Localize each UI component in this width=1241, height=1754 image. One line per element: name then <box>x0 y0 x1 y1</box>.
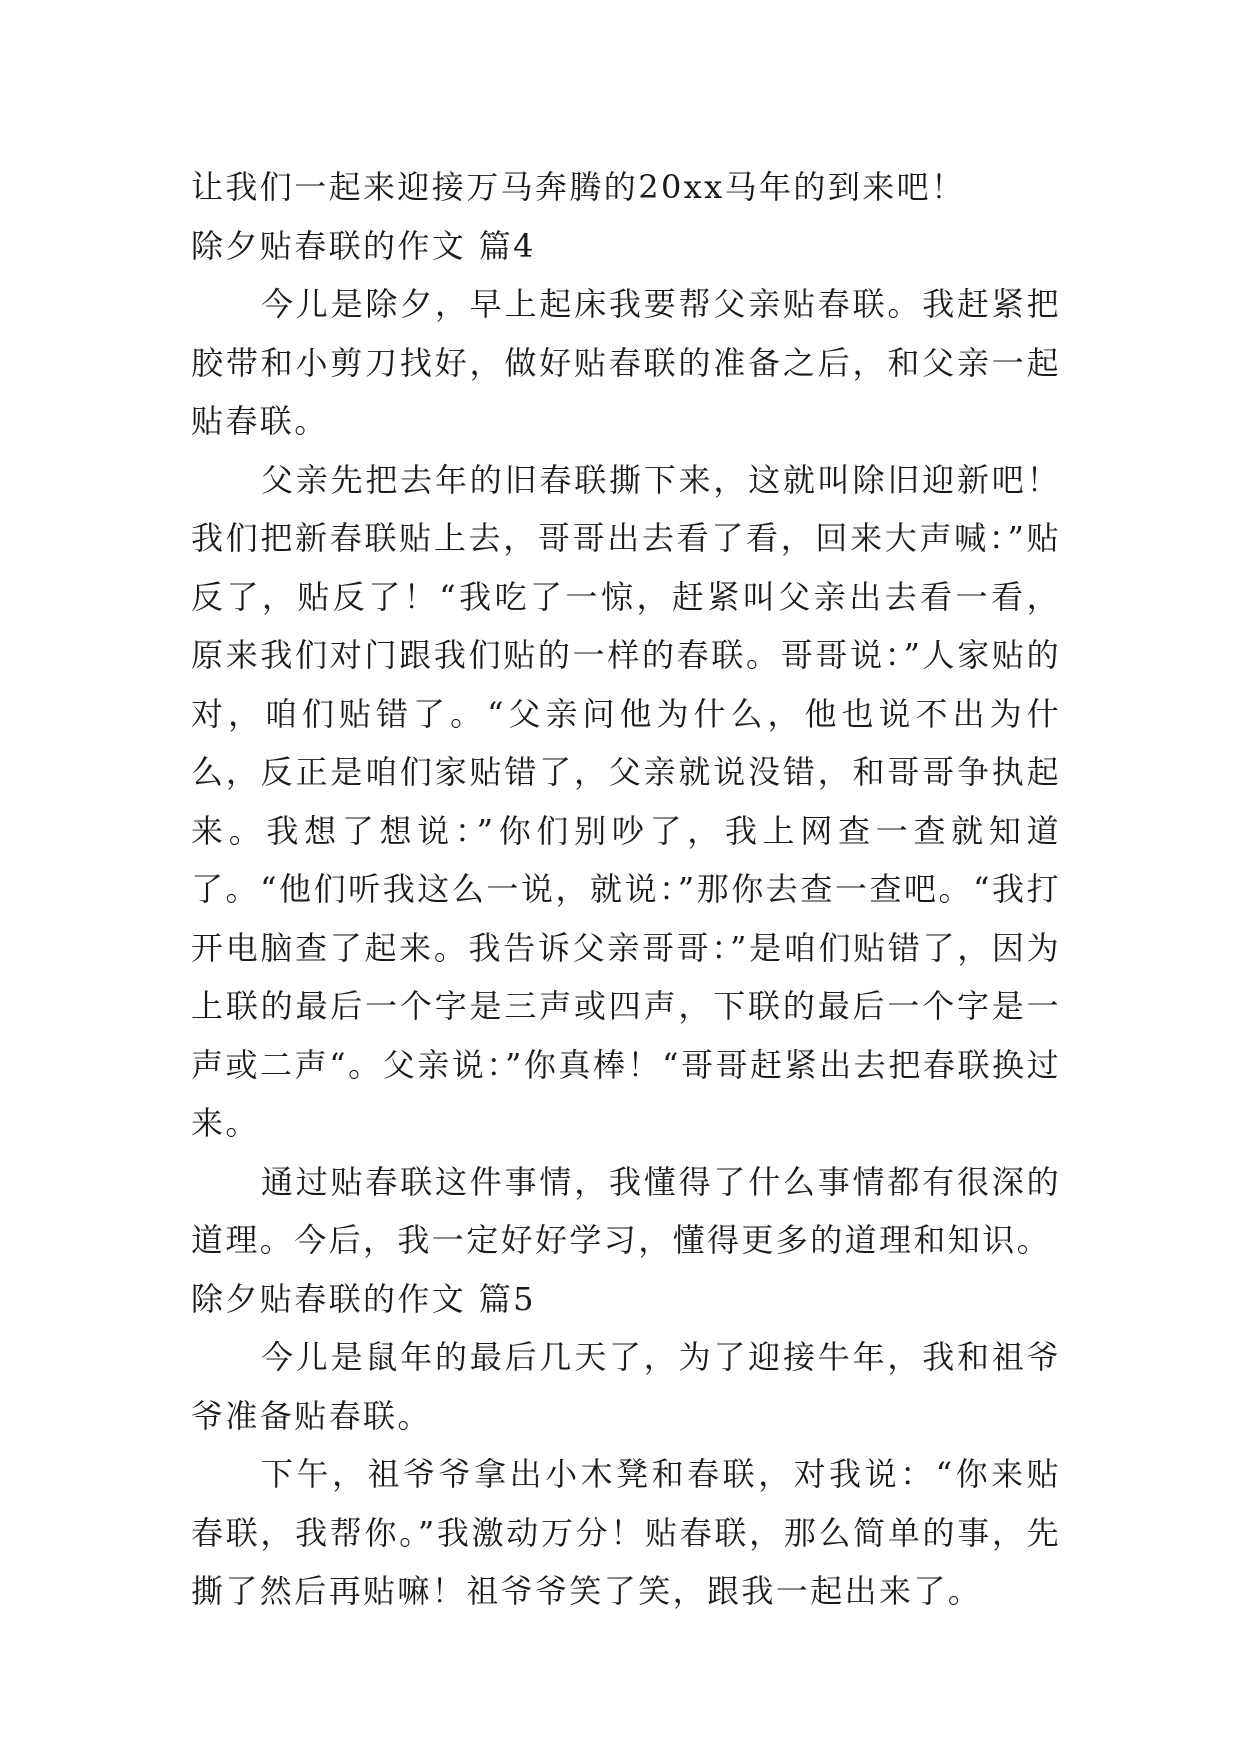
section-4-paragraph-1: 今儿是除夕，早上起床我要帮父亲贴春联。我赶紧把胶带和小剪刀找好，做好贴春联的准备之后，和父亲一起贴春联。 <box>191 285 1061 440</box>
intro-line: 让我们一起来迎接万马奔腾的20xx马年的到来吧！ <box>191 168 966 206</box>
section-4-paragraph-2: 父亲先把去年的旧春联撕下来，这就叫除旧迎新吧！我们把新春联贴上去，哥哥出去看了看，回来大声喊：”贴反了，贴反了！“我吃了一惊，赶紧叫父亲出去看一看，原来我们对门跟我们贴的一样的春联。哥哥说：”人家贴的对，咱们贴错了。“父亲问他为什么，他也说不出为什么，反正是咱们家贴错了，父亲就说没错，和哥哥争执起来。我想了想说：”你们别吵了，我上网查一查就知道了。“他们听我这么一说，就说：”那你去查一查吧。“我打开电脑查了起来。我告诉父亲哥哥：”是咱们贴错了，因为上联的最后一个字是三声或四声，下联的最后一个字是一声或二声“。父亲说：”你真棒！“哥哥赶紧出去把春联换过来。 <box>191 460 1061 1142</box>
section-5-paragraph-1: 今儿是鼠年的最后几天了，为了迎接牛年，我和祖爷爷准备贴春联。 <box>191 1338 1061 1435</box>
section-4-heading: 除夕贴春联的作文 篇4 <box>191 226 536 265</box>
section-5-heading: 除夕贴春联的作文 篇5 <box>191 1279 536 1318</box>
section-4-paragraph-3: 通过贴春联这件事情，我懂得了什么事情都有很深的道理。今后，我一定好好学习，懂得更多的道理和知识。 <box>191 1162 1061 1259</box>
section-5-paragraph-2: 下午，祖爷爷拿出小木凳和春联，对我说：“你来贴春联，我帮你。”我激动万分！贴春联，那么简单的事，先撕了然后再贴嘛！祖爷爷笑了笑，跟我一起出来了。 <box>191 1455 1061 1610</box>
document-page <box>191 158 1061 1621</box>
